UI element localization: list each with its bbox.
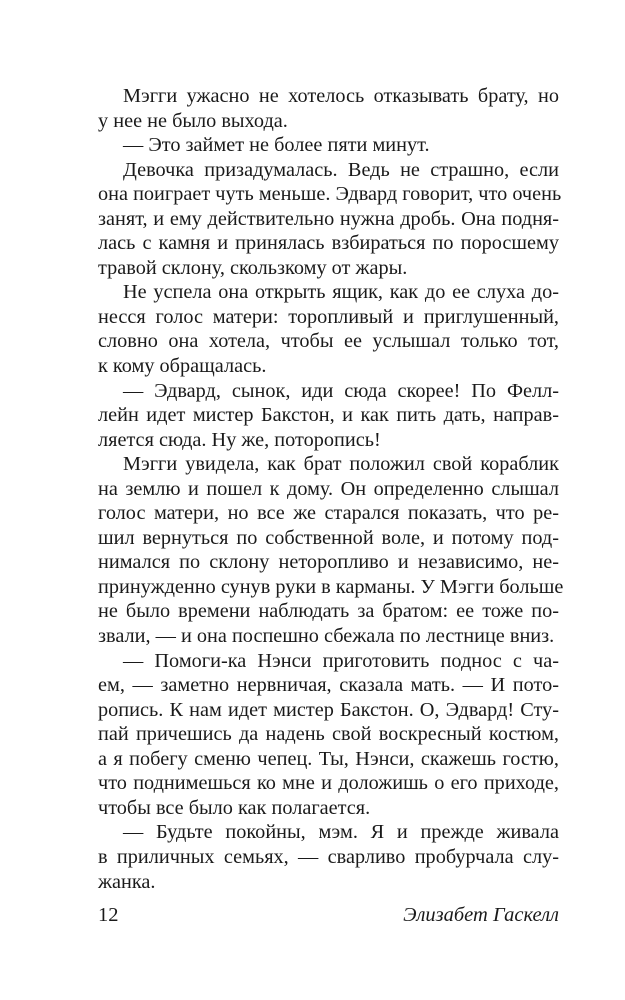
text-line: — Эдвард, сынок, иди сюда скорее! По Фелл-: [123, 379, 559, 402]
text-line: Девочка призадумалась. Ведь не страшно, если: [123, 158, 559, 181]
page-footer: [98, 904, 559, 930]
text-line: шил вернуться по собственной воле, и потому под-: [98, 526, 559, 549]
text-line: лась с камня и принялась взбираться по поросшему: [98, 232, 559, 255]
text-line: лейн идет мистер Бакстон, и как пить дать, направ-: [98, 404, 559, 427]
text-line: голос матери, но все же старался показать, что ре-: [98, 502, 559, 525]
text-line: нимался по склону неторопливо и независимо, не-: [98, 551, 559, 574]
paragraph: [98, 820, 559, 894]
text-line: словно она хотела, чтобы ее услышал только тот,: [98, 330, 559, 353]
text-line: не было времени наблюдать за братом: ее тоже по-: [98, 600, 559, 623]
text-line: к кому обращалась.: [98, 355, 267, 378]
text-line: — Помоги-ка Нэнси приготовить поднос с ча-: [123, 649, 559, 672]
text-line: на землю и пошел к дому. Он определенно слышал: [98, 477, 559, 500]
paragraph: [98, 84, 559, 133]
text-line: травой склону, скользкому от жары.: [98, 256, 408, 279]
text-line: а я побегу сменю чепец. Ты, Нэнси, скажешь гостю,: [98, 747, 559, 770]
text-line: занят, и ему действительно нужна дробь. Она подня-: [98, 207, 559, 230]
text-line: звали, — и она поспешно сбежала по лестнице вниз.: [98, 625, 555, 648]
text-line: несся голос матери: торопливый и приглушенный,: [98, 305, 559, 328]
paragraph: [98, 379, 559, 453]
page-text: [98, 84, 564, 894]
text-line: Не успела она открыть ящик, как до ее слуха до-: [123, 281, 559, 304]
text-line: ляется сюда. Ну же, поторопись!: [98, 428, 381, 451]
paragraph: [98, 158, 562, 281]
text-line: пай причешись да надень свой воскресный костюм,: [98, 723, 559, 746]
page-number: 12: [98, 904, 119, 926]
running-author: Элизабет Гаскелл: [403, 904, 559, 926]
paragraph: [98, 452, 564, 648]
paragraph: [98, 133, 559, 158]
text-line: она поиграет чуть меньше. Эдвард говорит, что очень: [98, 183, 562, 206]
text-line: что поднимешься ко мне и доложишь о его приходе,: [98, 772, 559, 795]
text-line: жанка.: [98, 870, 156, 893]
text-line: Мэгги ужасно не хотелось отказывать брату, но: [123, 85, 559, 107]
text-line: Мэгги увидела, как брат положил свой кораблик: [123, 453, 559, 476]
text-line: принужденно сунув руки в карманы. У Мэгги больше: [98, 575, 564, 598]
text-line: чтобы все было как полагается.: [98, 796, 371, 819]
text-line: в приличных семьях, — сварливо пробурчала слу-: [98, 845, 559, 868]
paragraph: [98, 280, 559, 378]
text-line: — Это займет не более пяти минут.: [123, 134, 430, 157]
text-line: ем, — заметно нервничая, сказала мать. — И пото-: [98, 674, 559, 697]
text-line: ропись. К нам идет мистер Бакстон. О, Эдвард! Сту-: [98, 698, 559, 721]
text-line: у нее не было выхода.: [98, 109, 288, 132]
text-line: — Будьте покойны, мэм. Я и прежде живала: [123, 821, 559, 844]
paragraph: [98, 649, 559, 821]
